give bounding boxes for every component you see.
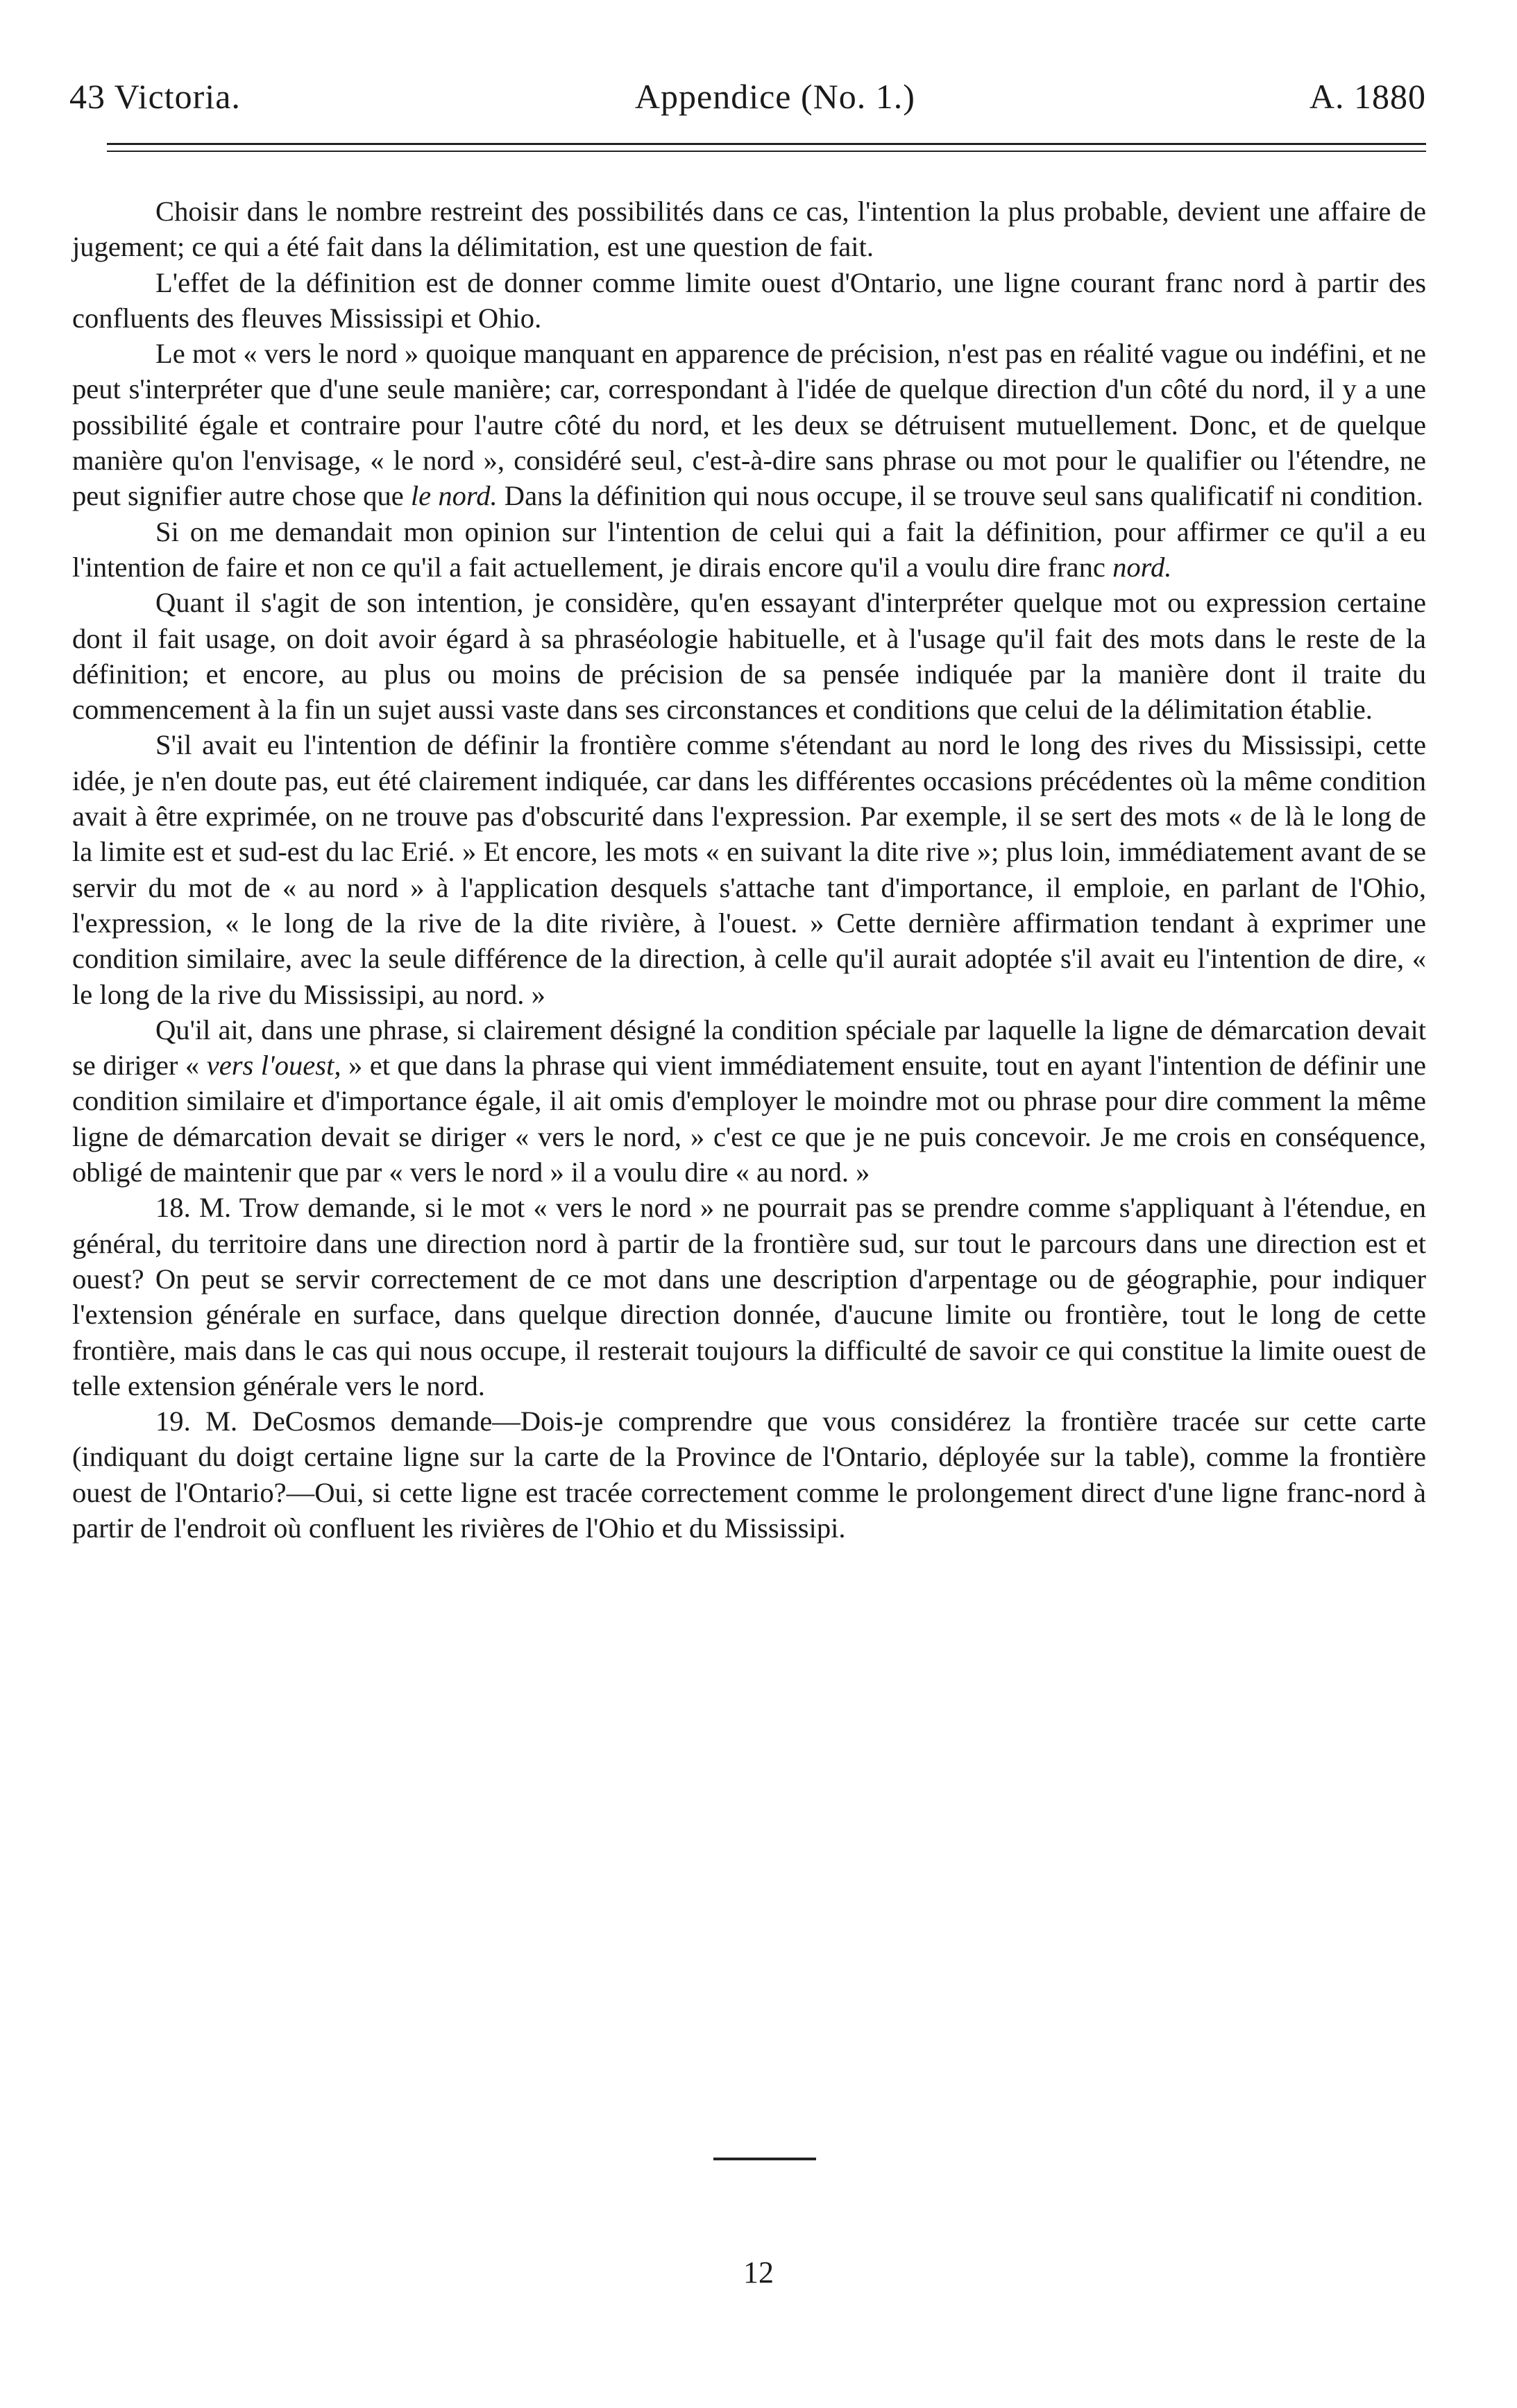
end-rule xyxy=(713,2158,816,2160)
running-header xyxy=(69,76,1426,125)
page-number: 12 xyxy=(743,2255,774,2289)
paragraph: 18. M. Trow demande, si le mot « vers le nord » ne pourrait pas se prendre comme s'appliquant à l'étendue, en général, du territoire dans une direction nord à partir de la frontière sud, sur tout le parcours dans une direction est et ouest? On peut se servir correctement de ce mot dans une description d'arpentage ou de géographie, pour indiquer l'extension générale en surface, dans quelque direction donnée, d'aucune limite ou frontière, tout le long de cette frontière, mais dans le cas qui nous occupe, il resterait toujours la difficulté de savoir ce qui constitue la limite ouest de telle extension générale vers le nord. xyxy=(72,1192,1426,1401)
paragraph: Qu'il ait, dans une phrase, si clairement désigné la condition spéciale par laquelle la ligne de démarcation devait se diriger « vers l'ouest, » et que dans la phrase qui vient immédiatement ensuite, tout en ayant l'intention de définir une condition similaire et d'importance égale, il ait omis d'employer le moindre mot ou phrase pour dire comment la même ligne de démarcation devait se diriger « vers le nord, » c'est ce que je ne puis concevoir. Je me crois en conséquence, obligé de maintenir que par « vers le nord » il a voulu dire « au nord. » xyxy=(72,1014,1426,1188)
header-double-rule xyxy=(107,143,1426,152)
paragraph: L'effet de la définition est de donner comme limite ouest d'Ontario, une ligne courant franc nord à partir des confluents des fleuves Mississipi et Ohio. xyxy=(72,266,1426,334)
header-appendix: Appendice (No. 1.) xyxy=(634,77,915,116)
paragraph: Choisir dans le nombre restreint des possibilités dans ce cas, l'intention la plus probable, devient une affaire de jugement; ce qui a été fait dans la délimitation, est une question de fait. xyxy=(72,196,1426,263)
paragraph: Le mot « vers le nord » quoique manquant en apparence de précision, n'est pas en réalité vague ou indéfini, et ne peut s'interpréter que d'une seule manière; car, correspondant à l'idée de quelque direction d'un côté du nord, il y a une possibilité égale et contraire pour l'autre côté du nord, et les deux se détruisent mutuellement. Donc, et de quelque manière qu'on l'envisage, « le nord », considéré seul, c'est-à-dire sans phrase ou mot pour le qualifier ou l'étendre, ne peut signifier autre chose que le nord. Dans la définition qui nous occupe, il se trouve seul sans qualificatif ni condition. xyxy=(72,338,1426,512)
document-page xyxy=(69,76,1426,1546)
header-year: A. 1880 xyxy=(1309,77,1426,116)
body-text xyxy=(72,194,1426,1546)
header-session: 43 Victoria. xyxy=(69,77,241,116)
paragraph: Quant il s'agit de son intention, je considère, qu'en essayant d'interpréter quelque mot ou expression certaine dont il fait usage, on doit avoir égard à sa phraséologie habituelle, et à l'usage qu'il fait des mots dans le reste de la définition; et encore, au plus ou moins de précision de sa pensée indiquée par la manière dont il traite du commencement à la fin un sujet aussi vaste dans ses circonstances et conditions que celui de la délimitation établie. xyxy=(72,587,1426,726)
paragraph: 19. M. DeCosmos demande—Dois-je comprendre que vous considérez la frontière tracée sur cette carte (indiquant du doigt certaine ligne sur la carte de la Province de l'Ontario, déployée sur la table), comme la frontière ouest de l'Ontario?—Oui, si cette ligne est tracée correctement comme le prolongement direct d'une ligne franc-nord à partir de l'endroit où confluent les rivières de l'Ohio et du Mississipi. xyxy=(72,1406,1426,1544)
paragraph: S'il avait eu l'intention de définir la frontière comme s'étendant au nord le long des rives du Mississipi, cette idée, je n'en doute pas, eut été clairement indiquée, car dans les différentes occasions précédentes où la même condition avait à être exprimée, on ne trouve pas d'obscurité dans l'expression. Par exemple, il se sert des mots « de là le long de la limite est et sud-est du lac Erié. » Et encore, les mots « en suivant la dite rive »; plus loin, immédiatement avant de se servir du mot de « au nord » à l'application desquels s'attache tant d'importance, il emploie, en parlant de l'Ohio, l'expression, « le long de la rive de la dite rivière, à l'ouest. » Cette dernière affirmation tendant à exprimer une condition similaire, avec la seule différence de la direction, à celle qu'il aurait adoptée s'il avait eu l'intention de dire, « le long de la rive du Mississipi, au nord. » xyxy=(72,729,1426,1010)
paragraph: Si on me demandait mon opinion sur l'intention de celui qui a fait la définition, pour affirmer ce qu'il a eu l'intention de faire et non ce qu'il a fait actuellement, je dirais encore qu'il a voulu dire franc nord. xyxy=(72,515,1426,583)
